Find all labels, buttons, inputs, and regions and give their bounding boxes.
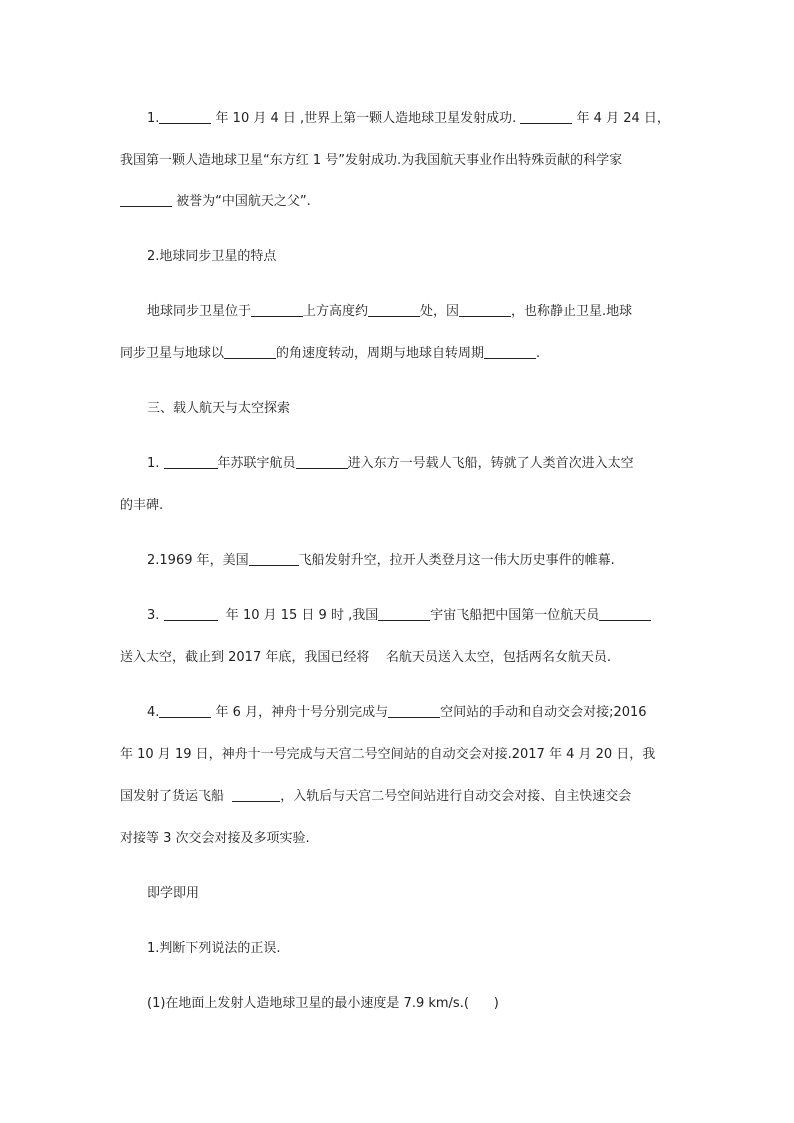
sec3-heading: 三、载人航天与太空探索 xyxy=(147,401,291,416)
s2-line-2: 同步卫星与地球以 的角速度转动，周期与地球自转周期 . xyxy=(120,346,541,361)
blank[interactable] xyxy=(164,455,218,469)
s2-line-1: 地球同步卫星位于 上方高度约 处，因 ，也称静止卫星.地球 xyxy=(147,304,633,319)
blank[interactable] xyxy=(599,607,651,621)
blank[interactable] xyxy=(368,303,420,317)
sec3-p4-line-1: 4. 年 6 月，神舟十号分别完成与 空间站的手动和自动交会对接;2016 xyxy=(147,705,647,720)
sec3-p1-line-1: 1. 年苏联宇航员 进入东方一号载人飞船，铸就了人类首次进入太空 xyxy=(147,456,634,471)
question-1-1: (1)在地面上发射人造地球卫星的最小速度是 7.9 km/s.( ) xyxy=(147,996,499,1011)
blank[interactable] xyxy=(159,704,211,718)
blank[interactable] xyxy=(296,455,348,469)
blank[interactable] xyxy=(120,193,172,207)
blank[interactable] xyxy=(520,110,572,124)
blank[interactable] xyxy=(232,788,280,802)
blank[interactable] xyxy=(224,345,276,359)
question-1: 1.判断下列说法的正误. xyxy=(147,941,281,956)
blank[interactable] xyxy=(459,303,511,317)
s2-heading: 2.地球同步卫星的特点 xyxy=(147,249,277,264)
sec3-p4-line-2: 年 10 月 19 日，神舟十一号完成与天宫二号空间站的自动交会对接.2017 年 4 月 20 日，我 xyxy=(120,747,656,762)
sec3-p4-line-3: 国发射了货运飞船 ，入轨后与天宫二号空间站进行自动交会对接、自主快速交会 xyxy=(120,789,632,804)
s1-line-2: 我国第一颗人造地球卫星“东方红 1 号”发射成功.为我国航天事业作出特殊贡献的科学家 xyxy=(120,153,623,168)
sec3-p4-line-4: 对接等 3 次交会对接及多项实验. xyxy=(120,831,310,846)
sec3-p2: 2.1969 年，美国 飞船发射升空，拉开人类登月这一伟大历史事件的帷幕. xyxy=(147,553,615,568)
sec3-p1-line-2: 的丰碑. xyxy=(120,498,164,513)
blank[interactable] xyxy=(378,607,430,621)
s1-line-3: 被誉为“中国航天之父”. xyxy=(120,193,311,211)
blank[interactable] xyxy=(388,704,440,718)
sec3-p3-line-2: 送入太空，截止到 2017 年底，我国已经将 名航天员送入太空，包括两名女航天员. xyxy=(120,650,612,665)
blank[interactable] xyxy=(484,345,536,359)
practice-heading: 即学即用 xyxy=(147,886,200,901)
s1-line-1: 1. 年 10 月 4 日 ,世界上第一颗人造地球卫星发射成功. 年 4 月 24 日， xyxy=(147,111,670,126)
blank[interactable] xyxy=(159,110,211,124)
blank[interactable] xyxy=(164,607,218,621)
sec3-p3-line-1: 3. 年 10 月 15 日 9 时 ,我国 宇宙飞船把中国第一位航天员 xyxy=(147,607,651,625)
blank[interactable] xyxy=(251,303,303,317)
blank[interactable] xyxy=(249,552,299,566)
